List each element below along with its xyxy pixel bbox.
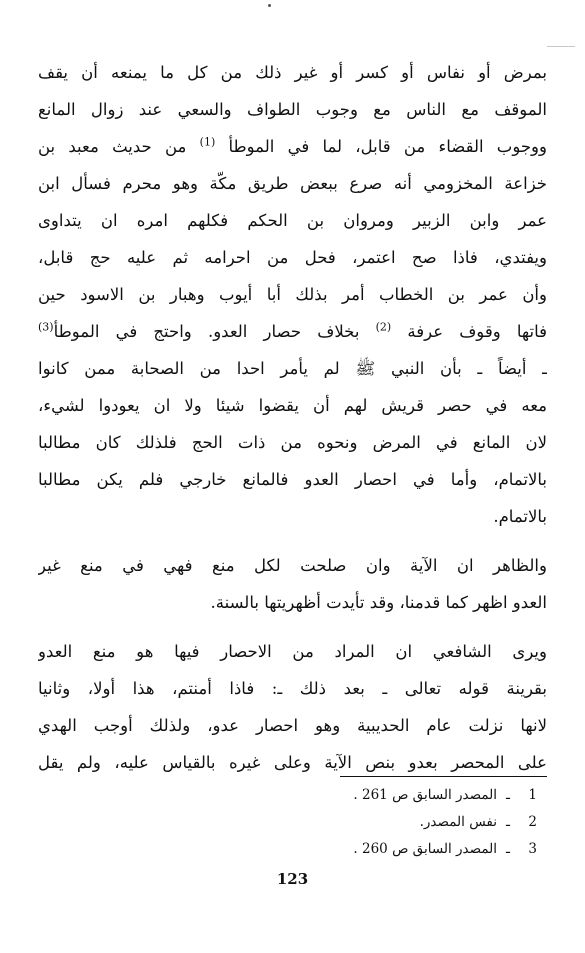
text-line: على المحصر بعدو بنص الآية وعلى غيره بالقياس عليه، ولم يقل [38, 753, 547, 772]
scan-edge-mark [547, 46, 575, 47]
scan-dot-mark [268, 4, 271, 7]
footnote-separator [340, 776, 547, 777]
text-line: لانها نزلت عام الحديبية وهو احصار عدو، ولذلك أوجب الهدي [38, 716, 547, 735]
text-line: ويرى الشافعي ان المراد من الاحصار فيها هو منع العدو [38, 642, 547, 661]
text-line: ويفتدي، فاذا صح اعتمر، فحل من احرامه ثم عليه حج قابل، [38, 248, 547, 267]
text-line: بقرينة قوله تعالى ـ بعد ذلك ـ: فاذا أمنتم، هذا أولا، وثانيا [38, 679, 547, 698]
text-line: فاتها وقوف عرفة $^{(2)}$ بخلاف حصار العدو. واحتج في الموطأ$^{(3)}$ [38, 320, 547, 341]
text-line: الموقف مع الناس مع وجوب الطواف والسعي عند زوال المانع [38, 100, 547, 119]
text-line: عمر وابن الزبير ومروان بن الحكم فكلهم امره ان يتداوى [38, 211, 547, 230]
text-line: لان المانع في المرض ونحوه من ذات الحج فلذلك كان مطالبا [38, 433, 547, 452]
text-line: بالاتمام. [493, 507, 547, 526]
text-line: وأن عمر بن الخطاب أمر بذلك أبا أيوب وهبار بن الاسود حين [38, 285, 547, 304]
text-line: والظاهر ان الآية وان صلحت لكل منع فهي في منع غير [38, 556, 547, 575]
page-number: 123 [276, 870, 309, 888]
footnote-item: 2ـنفس المصدر. [419, 814, 537, 830]
text-line: خزاعة المخزومي أنه صرع ببعض طريق مكّة وهو محرم فسأل ابن [38, 174, 547, 193]
text-line: معه في حصر قريش لهم أن يقضوا شيئا ولا ان يعودوا لشيء، [38, 396, 547, 415]
text-line: العدو اظهر كما قدمنا، وقد تأيدت أظهريتها بالسنة. [210, 593, 547, 612]
footnote-ref-1: (1) [199, 135, 216, 149]
footnote-item: 3ـالمصدر السابق ص 260 . [353, 841, 537, 857]
text-line: ـ أيضاً ـ بأن النبي ﷺ لم يأمر احدا من الصحابة ممن كانوا [38, 359, 547, 378]
main-text [38, 54, 547, 781]
text-line: بالاتمام، وأما في احصار العدو فالمانع خارجي فلم يكن مطالبا [38, 470, 547, 489]
paragraph-gap [38, 621, 547, 633]
text-line: ووجوب القضاء من قابل، لما في الموطأ $^{(1)}$ من حديث معبد بن [38, 135, 547, 156]
footnote-ref-2: (2) [375, 320, 392, 334]
footnote-ref-3: (3) [38, 320, 54, 334]
footnote-item: 1ـالمصدر السابق ص 261 . [353, 787, 537, 803]
text-line: بمرض أو نفاس أو كسر أو غير ذلك من كل ما يمنعه أن يقف [38, 63, 547, 82]
paragraph-gap [38, 535, 547, 547]
footnotes [38, 782, 537, 863]
